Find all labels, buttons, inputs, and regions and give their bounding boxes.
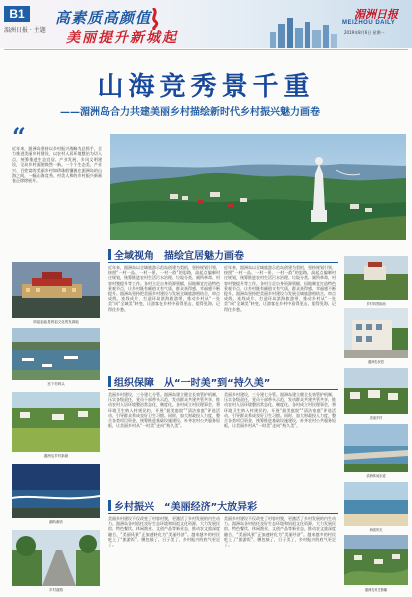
section-3-text-b: 美丽乡村建设不仅改变了村容村貌，更激活了乡村发展的内生动力。湄洲岛各村依托良好生态环境和妈祖文化资源，大力发展民宿、特色餐饮、休闲渔业、文创产品等新业态，推动农文旅深度融合，“美丽风景”正加速转化为“美丽经济”。越来越多的村民吃上了“旅游饭”，腰包鼓了，日子美了，乡村振兴的底气更足了。 (224, 516, 336, 548)
left-photo-4 (12, 464, 100, 518)
section-bar-icon (108, 376, 111, 387)
slogan-line-2: 美丽提升新城起 (66, 30, 178, 46)
left-photo-2 (12, 328, 100, 380)
left-photo-1 (12, 262, 100, 318)
section-2-text-a: 美丽乡村建设，三分建七分管。湄洲岛建立健全长效管护机制，压实各级责任，党员干部带头示范，发动群众共建共管共享，推动农村人居环境整治常态化、制度化。各村成立村民理事会，将环境卫生纳入村规民约，开展“最美庭院”“清洁家庭”评选活动，引导群众养成良好卫生习惯。同时，加大财政投入力度，整合各类项目资金，统筹推进基础设施建设，补齐农村公共服务短板，让美丽乡村从“一时美”走向“持久美”。 (108, 392, 220, 429)
section-1-text-a: 近年来，湄洲岛以全域旅游示范岛创建为契机，坚持规划引领，按照“一村一品、一村一景、一村一韵”的思路，高起点编制村庄规划，统筹推进农村生活污水治理、垃圾分类、厕所革命、村容村貌提升等工作。各村立足自身资源禀赋，因地制宜打造特色景观节点，让乡村既有颜值又有气质，群众获得感、幸福感不断提升。湄洲岛坚持把美丽乡村建设与发展全域旅游相结合，串点成线、连线成片，打造环岛滨海旅游带，推动乡村从“一处美”向“全域美”转变，让游客在乡村中看得见山、望得见海、记得住乡愁。 (108, 265, 220, 312)
right-photo-6 (344, 535, 408, 585)
section-title-2: 组织保障 从“一时美”到“持久美” (114, 377, 271, 389)
quote-mark-icon: “ (12, 122, 26, 151)
subheadline: ——湄洲岛合力共建美丽乡村描绘新时代乡村振兴魅力画卷 (60, 107, 320, 118)
intro-paragraph: 近年来，湄洲岛坚持以乡村振兴战略为总抓手，全力推进美丽乡村建设，以农村人居环境整治为切入点，统筹推进生态宜居、产业发展、乡风文明建设，全岛乡村面貌焕然一新。一个个生态美、产业兴、百姓富的美丽乡村如珍珠般镶嵌在湄洲岛的山海之间，一幅山海竞秀、村美人和的乡村振兴新画卷正徐徐展开。 (12, 146, 102, 184)
section-tag: 湄洲日报 · 主题 (4, 27, 46, 34)
left-caption-2: 宫下村码头 (47, 382, 65, 386)
right-caption-6: 湄洲岛村庄俯瞰 (364, 588, 388, 592)
right-caption-5: 海滨风光 (369, 528, 383, 532)
paper-logo-english: MEIZHOU DAILY (342, 20, 396, 26)
section-title-3: 乡村振兴 “美丽经济”大放异彩 (114, 501, 258, 513)
masthead-rule (4, 49, 408, 50)
right-photo-2 (344, 308, 408, 358)
right-photo-4 (344, 424, 408, 472)
right-caption-1: 乡村风景如画 (366, 302, 386, 306)
headline: 山海竞秀景千重 (97, 72, 315, 102)
right-caption-2: 湄洲岛民居 (368, 360, 384, 364)
section-rule-3 (108, 513, 338, 514)
right-photo-3 (344, 368, 408, 414)
left-photo-3 (12, 392, 100, 452)
right-photo-1 (344, 256, 408, 300)
section-heading-1 (108, 247, 244, 261)
section-3-text-a: 美丽乡村建设不仅改变了村容村貌，更激活了乡村发展的内生动力。湄洲岛各村依托良好生态环境和妈祖文化资源，大力发展民宿、特色餐饮、休闲渔业、文创产品等新业态，推动农文旅深度融合，“美丽风景”正加速转化为“美丽经济”。越来越多的村民吃上了“旅游饭”，腰包鼓了，日子美了，乡村振兴的底气更足了。 (108, 516, 220, 548)
paper-logo: 湄洲日报 (354, 8, 398, 21)
left-caption-4: 湄屿潮音 (49, 520, 63, 524)
left-caption-3: 湄洲岛乡村新貌 (43, 454, 69, 458)
section-heading-2 (108, 374, 270, 388)
page-number: B1 (4, 6, 30, 22)
section-1-text-b: 近年来，湄洲岛以全域旅游示范岛创建为契机，坚持规划引领，按照“一村一品、一村一景、一村一韵”的思路，高起点编制村庄规划，统筹推进农村生活污水治理、垃圾分类、厕所革命、村容村貌提升等工作。各村立足自身资源禀赋，因地制宜打造特色景观节点，让乡村既有颜值又有气质，群众获得感、幸福感不断提升。湄洲岛坚持把美丽乡村建设与发展全域旅游相结合，串点成线、连线成片，打造环岛滨海旅游带，推动乡村从“一处美”向“全域美”转变，让游客在乡村中看得见山、望得见海、记得住乡愁。 (224, 265, 336, 312)
issue-date: 2019年8月6日 星期一 (344, 30, 385, 35)
masthead (0, 0, 412, 48)
section-2-text-b: 美丽乡村建设，三分建七分管。湄洲岛建立健全长效管护机制，压实各级责任，党员干部带头示范，发动群众共建共管共享，推动农村人居环境整治常态化、制度化。各村成立村民理事会，将环境卫生纳入村规民约，开展“最美庭院”“清洁家庭”评选活动，引导群众养成良好卫生习惯。同时，加大财政投入力度，整合各类项目资金，统筹推进基础设施建设，补齐农村公共服务短板，让美丽乡村从“一时美”走向“持久美”。 (224, 392, 336, 429)
right-caption-3: 美丽乡村 (369, 416, 383, 420)
left-caption-5: 乡村道路 (49, 588, 63, 592)
right-photo-5 (344, 482, 408, 526)
section-heading-3 (108, 498, 257, 512)
slogan-line-1: 高素质高颜值 (55, 9, 152, 27)
right-caption-4: 滨海休闲步道 (366, 474, 386, 478)
section-bar-icon (108, 249, 111, 260)
section-rule-2 (108, 389, 338, 390)
section-bar-icon (108, 500, 111, 511)
section-rule-1 (108, 262, 338, 263)
left-caption-1: 妈祖祖庙是妈祖文化的发源地 (33, 320, 79, 324)
city-skyline-graphic (268, 14, 338, 48)
left-photo-5 (12, 530, 100, 586)
hero-photo (110, 134, 406, 240)
section-title-1: 全域视角 描绘宜居魅力画卷 (114, 250, 244, 262)
